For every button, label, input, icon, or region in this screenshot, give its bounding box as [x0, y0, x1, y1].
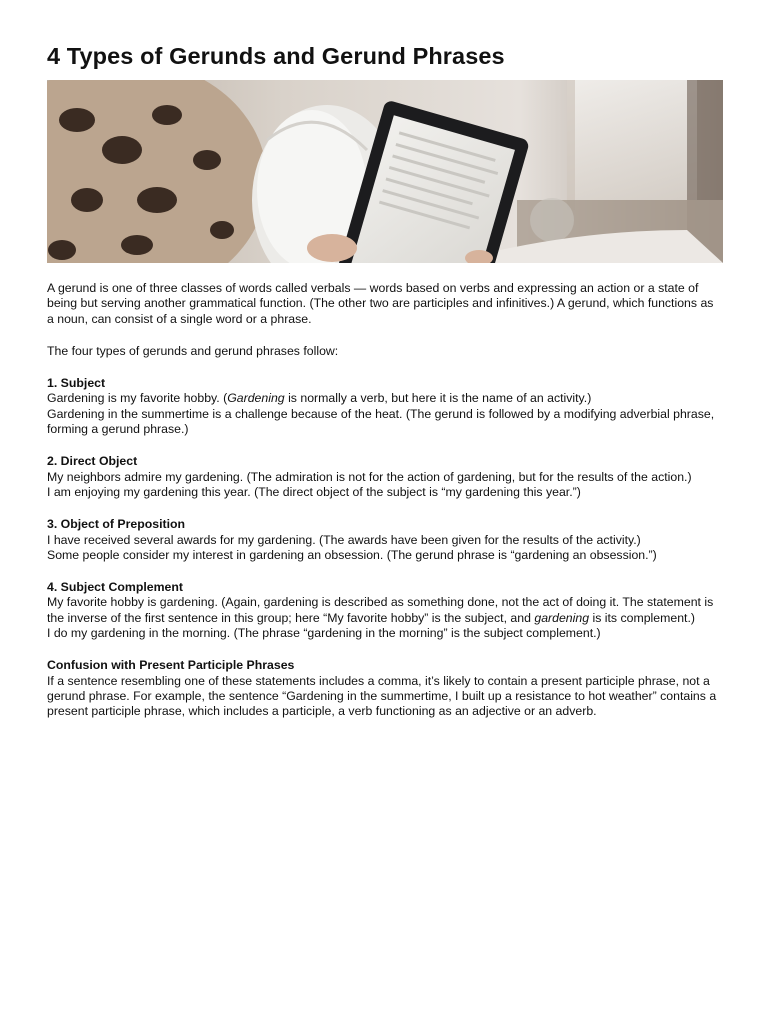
example-line: Some people consider my interest in gardening an obsession. (The gerund phrase is “gardening an obsession.”) — [47, 547, 657, 562]
example-line: My neighbors admire my gardening. (The admiration is not for the action of gardening, but for the results of the action.) — [47, 469, 692, 484]
section-heading: 2. Direct Object — [47, 454, 138, 469]
hero-image — [47, 80, 723, 263]
page-title: 4 Types of Gerunds and Gerund Phrases — [47, 43, 505, 69]
section-subject — [47, 376, 723, 437]
article-body — [47, 281, 723, 737]
lead-paragraph: The four types of gerunds and gerund phrases follow: — [47, 343, 339, 358]
section-subject-complement — [47, 580, 723, 641]
section-heading: 4. Subject Complement — [47, 580, 183, 595]
section-object-of-preposition — [47, 517, 723, 563]
example-line: Gardening is my favorite hobby. (Gardening is normally a verb, but here it is the name of an activity.) — [47, 391, 592, 406]
section-confusion — [47, 658, 723, 719]
example-line: I am enjoying my gardening this year. (The direct object of the subject is “my gardening this year.”) — [47, 484, 581, 499]
example-line: Gardening in the summertime is a challenge because of the heat. (The gerund is followed by a modifying adverbial phrase, forming a gerund phrase.) — [47, 406, 715, 437]
example-line: I do my gardening in the morning. (The phrase “gardening in the morning” is the subject complement.) — [47, 626, 601, 641]
example-line: I have received several awards for my gardening. (The awards have been given for the results of the activity.) — [47, 532, 641, 547]
section-heading: 1. Subject — [47, 376, 106, 391]
intro-paragraph: A gerund is one of three classes of words called verbals — words based on verbs and expressing an action or a state of being but serving another grammatical function. (The other two are participles and infinitives.) A gerund, which functions as a noun, can consist of a single word or a phrase. — [47, 281, 714, 326]
section-heading: Confusion with Present Participle Phrases — [47, 658, 295, 673]
example-line: My favorite hobby is gardening. (Again, gardening is described as something done, not the act of doing it. The statement is the inverse of the first sentence in this group; here “My favorite hobby” is the subject, and gardening is its complement.) — [47, 595, 714, 625]
example-line: If a sentence resembling one of these statements includes a comma, it’s likely to contain a present participle phrase, not a gerund phrase. For example, the sentence “Gardening in the summertime, I built up a resistance to hot weather” contains a present participle phrase, which includes a participle, a verb functioning as an adjective or an adverb. — [47, 673, 717, 719]
section-heading: 3. Object of Preposition — [47, 517, 186, 532]
section-direct-object — [47, 454, 723, 500]
